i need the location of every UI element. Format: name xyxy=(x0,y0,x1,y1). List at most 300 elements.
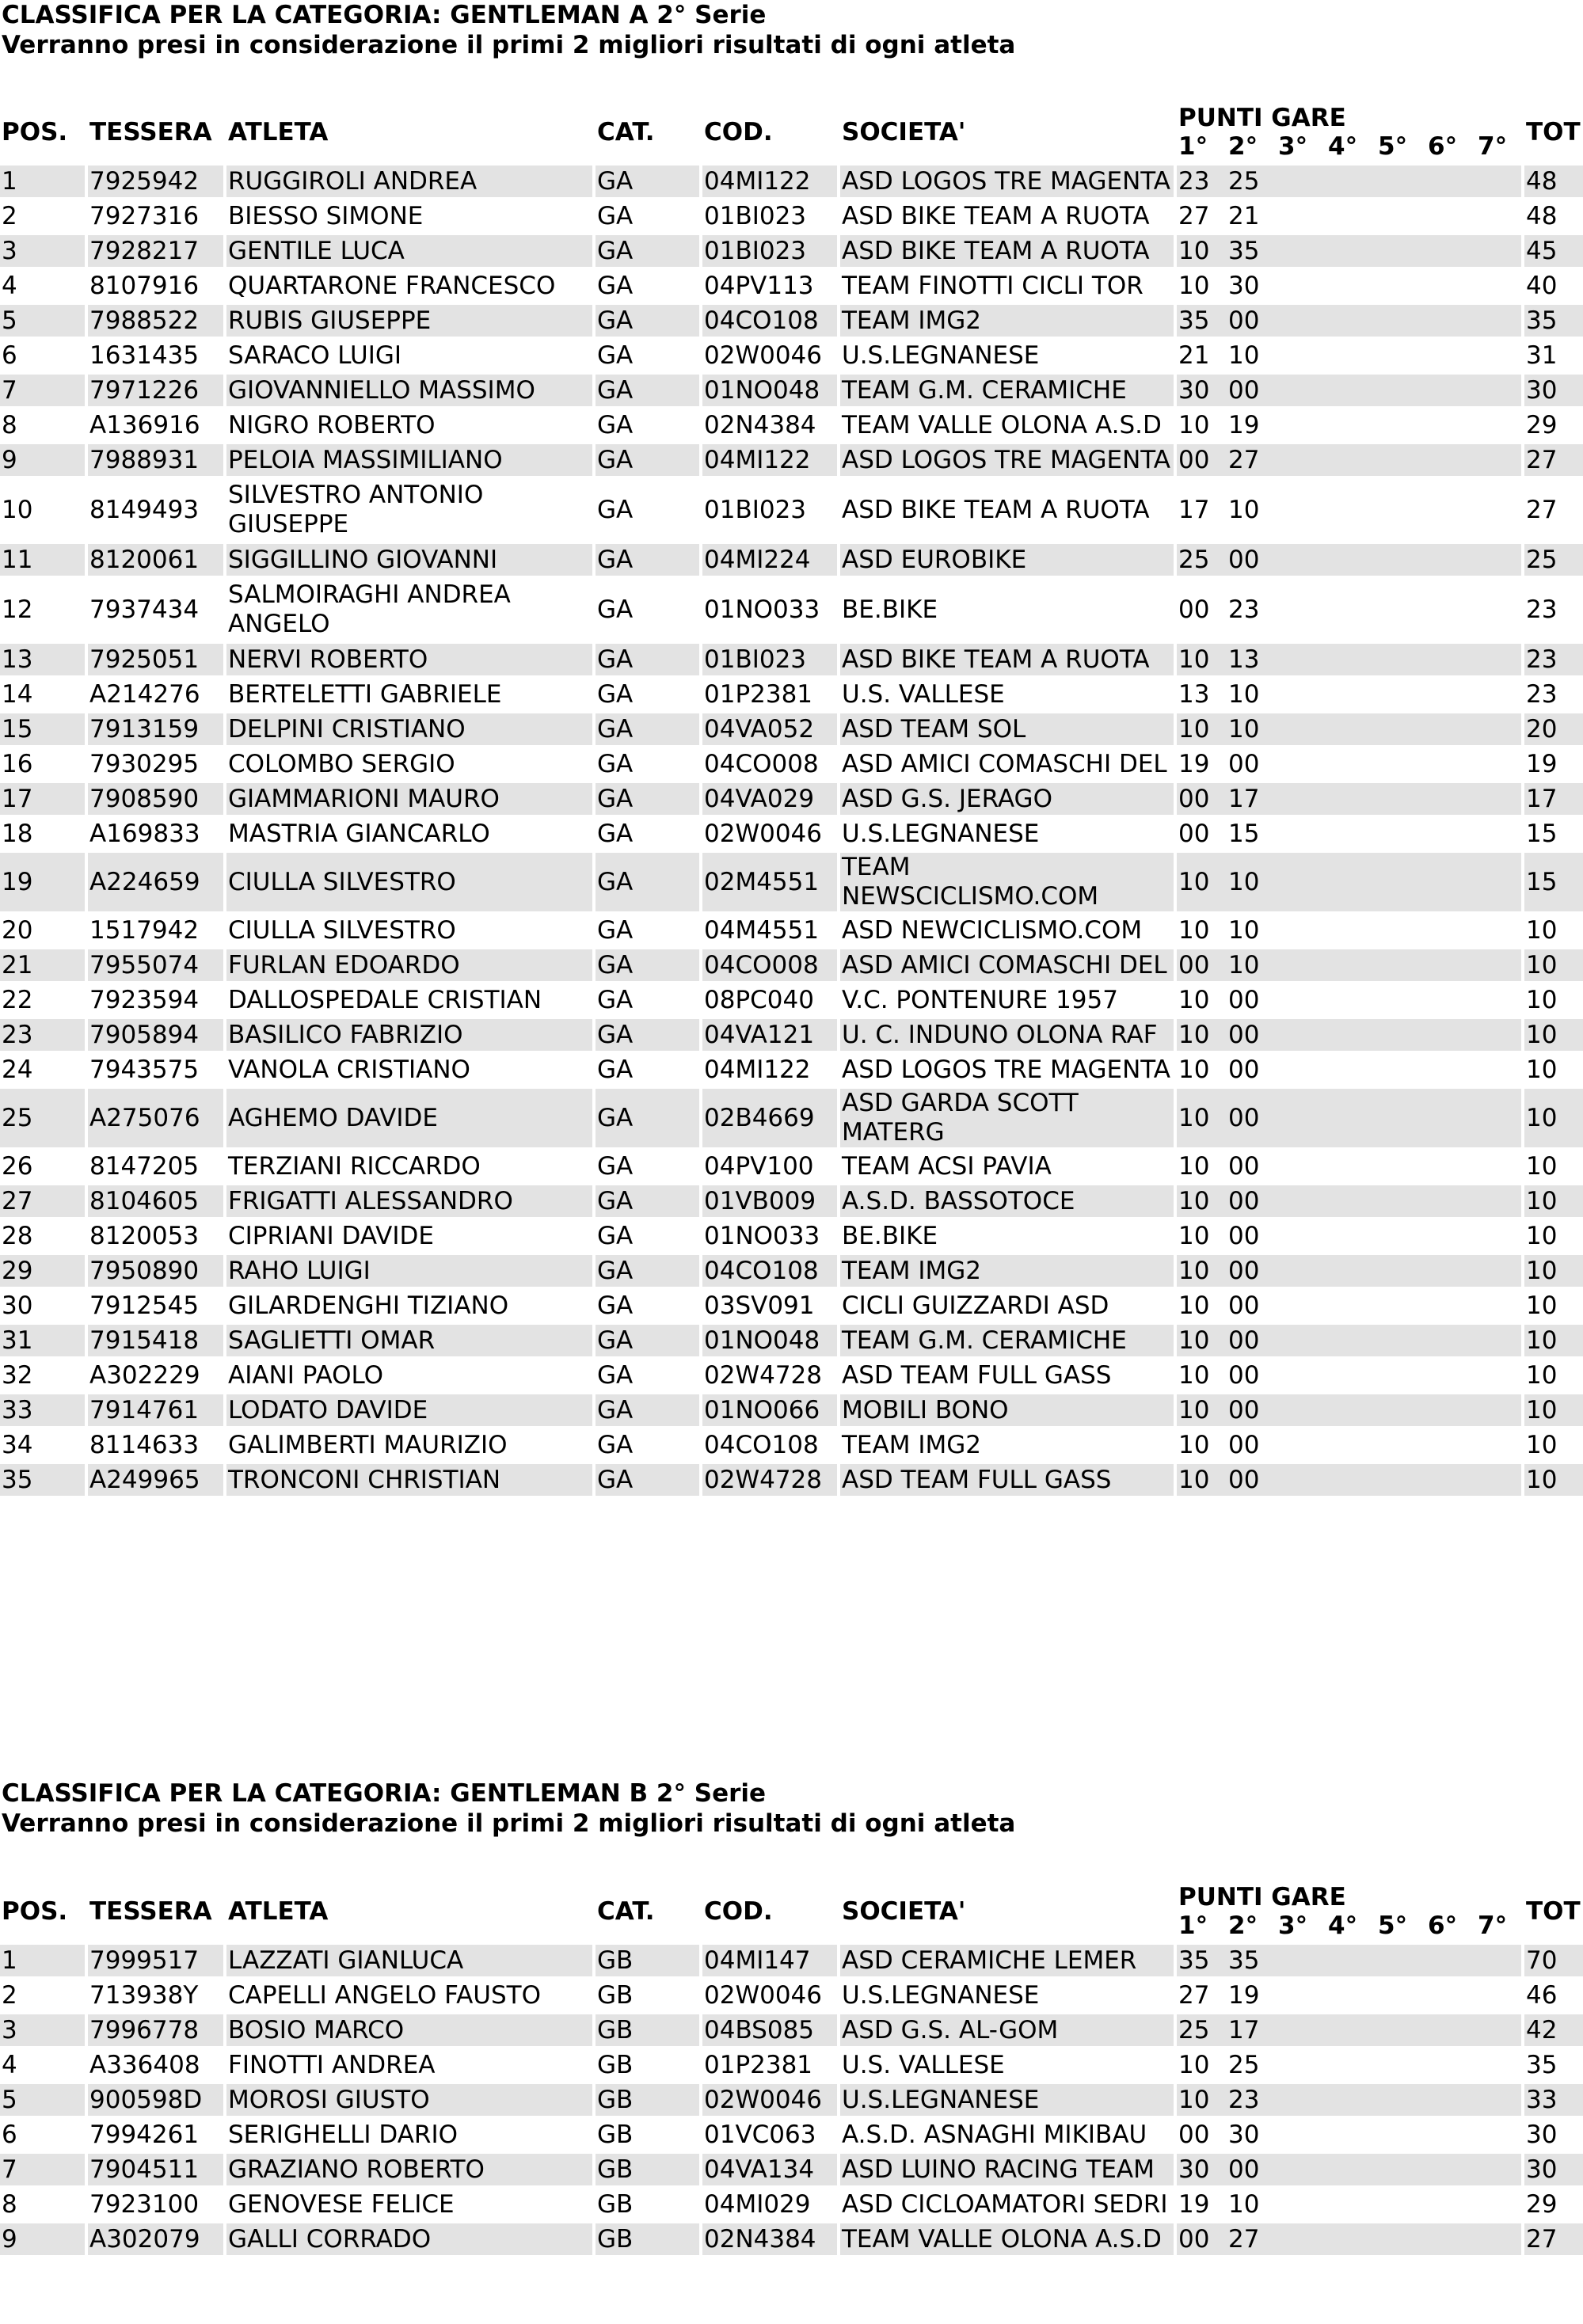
cell-societa: ASD TEAM FULL GASS xyxy=(840,1464,1174,1496)
cell-punti-gara-2: 00 xyxy=(1228,1291,1260,1320)
cell-atleta: AGHEMO DAVIDE xyxy=(226,1089,592,1147)
cell-societa: TEAM VALLE OLONA A.S.D xyxy=(840,2223,1174,2255)
cell-pos: 9 xyxy=(0,444,85,476)
cell-punti-gara-2: 23 xyxy=(1228,595,1260,624)
cell-cod: 02W0046 xyxy=(704,1980,822,2010)
gare-6-label: 6° xyxy=(1428,131,1458,161)
cell-societa: A.S.D. ASNAGHI MIKIBAU xyxy=(842,2120,1147,2149)
cell-pos: 6 xyxy=(2,340,17,370)
cell-tessera: 7971226 xyxy=(88,375,223,406)
cell-cat: GB xyxy=(597,1980,634,2010)
cell-pos: 8 xyxy=(2,2189,17,2219)
cell-atleta: RUBIS GIUSEPPE xyxy=(226,305,592,337)
cell-atleta: GALIMBERTI MAURIZIO xyxy=(228,1430,508,1459)
cell-cat: GA xyxy=(597,1151,634,1181)
cell-punti-gara-1: 27 xyxy=(1178,201,1210,230)
cell-societa: CICLI GUIZZARDI ASD xyxy=(842,1291,1109,1320)
cell-cat: GA xyxy=(597,819,634,848)
cell-tessera: 7999517 xyxy=(88,1945,223,1976)
cell-punti-gara-1: 10 xyxy=(1178,1103,1210,1132)
cell-societa: TEAM G.M. CERAMICHE xyxy=(840,375,1174,406)
table-row xyxy=(0,2223,1583,2255)
table-row xyxy=(0,1325,1583,1356)
cell-punti-gara-2: 35 xyxy=(1228,236,1260,265)
cell-punti-gara-2: 35 xyxy=(1228,1946,1260,1975)
cell-cod: 01NO033 xyxy=(704,1221,820,1250)
cell-cat: GA xyxy=(597,985,634,1014)
cell-cat: GA xyxy=(596,1464,699,1496)
cell-pos: 31 xyxy=(0,1325,85,1356)
cell-cod: 02W4728 xyxy=(704,1360,822,1390)
table-row xyxy=(0,544,1583,576)
cell-societa: ASD AMICI COMASCHI DEL xyxy=(842,749,1167,778)
cell-societa: TEAM FINOTTI CICLI TOR xyxy=(842,271,1143,300)
cell-punti-gara-2: 10 xyxy=(1228,950,1260,979)
cell-punti-gara-2: 13 xyxy=(1228,645,1260,674)
header-row xyxy=(0,102,1583,162)
cell-tessera: 7988931 xyxy=(88,444,223,476)
cell-punti-gara-2: 00 xyxy=(1228,1055,1260,1084)
cell-punti-gara-1: 10 xyxy=(1178,915,1210,945)
cell-societa: ASD GARDA SCOTT MATERG xyxy=(840,1089,1174,1147)
cell-atleta: FINOTTI ANDREA xyxy=(228,2050,436,2079)
cell-cod: 01NO033 xyxy=(704,595,820,624)
cell-pos: 8 xyxy=(2,410,17,439)
cell-punti xyxy=(1177,579,1521,641)
cell-punti-gara-1: 30 xyxy=(1178,2155,1210,2184)
cell-cod: 02N4384 xyxy=(702,2223,837,2255)
cell-atleta: MASTRIA GIANCARLO xyxy=(228,819,490,848)
cell-cod: 04BS085 xyxy=(702,2014,837,2046)
cell-tessera: 7996778 xyxy=(88,2014,223,2046)
cell-societa: ASD NEWCICLISMO.COM xyxy=(842,915,1143,945)
cell-tessera: 7927316 xyxy=(89,201,200,230)
cell-punti-gara-1: 10 xyxy=(1178,1430,1210,1459)
table-row xyxy=(0,2189,1583,2220)
cell-pos: 21 xyxy=(0,949,85,981)
cell-punti-gara-2: 23 xyxy=(1228,2085,1260,2114)
cell-tessera: 8114633 xyxy=(89,1430,200,1459)
cell-tessera: A302079 xyxy=(88,2223,223,2255)
cell-tot: 30 xyxy=(1524,375,1583,406)
cell-pos: 27 xyxy=(0,1185,85,1217)
cell-cat: GA xyxy=(596,1185,699,1217)
cell-tessera: A224659 xyxy=(88,853,223,911)
table-row xyxy=(0,1220,1583,1252)
cell-punti-gara-1: 10 xyxy=(1178,271,1210,300)
cell-punti xyxy=(1177,444,1521,476)
cell-punti-gara-2: 00 xyxy=(1228,985,1260,1014)
cell-societa: MOBILI BONO xyxy=(840,1394,1174,1426)
cell-atleta: GIOVANNIELLO MASSIMO xyxy=(226,375,592,406)
cell-punti xyxy=(1177,818,1521,850)
cell-tot: 10 xyxy=(1526,1291,1558,1320)
col-header-tessera: TESSERA xyxy=(89,1896,212,1926)
table-row xyxy=(0,270,1583,302)
cell-punti-gara-2: 00 xyxy=(1228,1103,1260,1132)
cell-pos: 18 xyxy=(2,819,33,848)
gare-numbers xyxy=(1178,132,1521,161)
table-row xyxy=(0,305,1583,337)
cell-cat: GB xyxy=(596,2084,699,2116)
cell-punti xyxy=(1177,544,1521,576)
cell-punti-gara-2: 00 xyxy=(1228,1221,1260,1250)
cell-cat: GA xyxy=(597,340,634,370)
cell-atleta: DELPINI CRISTIANO xyxy=(226,713,592,745)
cell-tot: 31 xyxy=(1526,340,1558,370)
col-header-cod: COD. xyxy=(704,117,773,146)
cell-cod: 01VB009 xyxy=(702,1185,837,1217)
gare-6-label: 6° xyxy=(1428,1911,1458,1940)
cell-punti-gara-1: 00 xyxy=(1178,950,1210,979)
cell-atleta: CAPELLI ANGELO FAUSTO xyxy=(228,1980,541,2010)
cell-tot: 33 xyxy=(1524,2084,1583,2116)
cell-pos: 3 xyxy=(0,2014,85,2046)
cell-cat: GA xyxy=(597,1360,634,1390)
cell-tessera: A136916 xyxy=(89,410,200,439)
table-row xyxy=(0,1360,1583,1391)
cell-punti-gara-1: 00 xyxy=(1178,445,1210,474)
cell-punti-gara-2: 10 xyxy=(1228,915,1260,945)
cell-cod: 04MI122 xyxy=(702,165,837,197)
cell-punti xyxy=(1177,853,1521,911)
cell-cat: GA xyxy=(597,749,634,778)
cell-tot: 10 xyxy=(1526,985,1558,1014)
cell-cat: GA xyxy=(596,544,699,576)
cell-tessera: 7930295 xyxy=(89,749,200,778)
cell-pos: 3 xyxy=(0,235,85,267)
table-row xyxy=(0,949,1583,981)
cell-punti-gara-2: 27 xyxy=(1228,2224,1260,2254)
table-row xyxy=(0,2084,1583,2116)
cell-punti-gara-2: 21 xyxy=(1228,201,1260,230)
cell-atleta: GIAMMARIONI MAURO xyxy=(226,783,592,815)
cell-cat: GA xyxy=(597,495,634,524)
cell-punti xyxy=(1177,1185,1521,1217)
cell-pos: 29 xyxy=(0,1255,85,1287)
col-header-punti-gare xyxy=(1177,102,1521,162)
cell-punti xyxy=(1177,1290,1521,1322)
cell-punti-gara-2: 19 xyxy=(1228,1980,1260,2010)
cell-punti-gara-1: 10 xyxy=(1178,1326,1210,1355)
cell-punti-gara-2: 00 xyxy=(1228,1020,1260,1049)
cell-cat: GA xyxy=(596,444,699,476)
cell-atleta: RAHO LUIGI xyxy=(226,1255,592,1287)
cell-punti-gara-1: 25 xyxy=(1178,545,1210,574)
cell-atleta: QUARTARONE FRANCESCO xyxy=(228,271,556,300)
cell-punti xyxy=(1177,1325,1521,1356)
gare-4-label: 4° xyxy=(1328,131,1358,161)
cell-societa: ASD CICLOAMATORI SEDRI xyxy=(842,2189,1168,2219)
cell-pos: 1 xyxy=(0,165,85,197)
cell-cod: 04CO008 xyxy=(702,949,837,981)
gare-7-label: 7° xyxy=(1478,131,1508,161)
cell-atleta: SIGGILLINO GIOVANNI xyxy=(226,544,592,576)
cell-atleta: CIULLA SILVESTRO xyxy=(228,915,456,945)
header-row xyxy=(0,1881,1583,1942)
cell-cat: GA xyxy=(596,949,699,981)
cell-tot: 10 xyxy=(1524,1019,1583,1051)
cell-cod: 04VA134 xyxy=(702,2154,837,2185)
section-gentleman-a xyxy=(0,0,1583,60)
col-header-punti-gare xyxy=(1177,1881,1521,1942)
table-row xyxy=(0,579,1583,641)
cell-punti-gara-1: 17 xyxy=(1178,495,1210,524)
cell-tot: 42 xyxy=(1524,2014,1583,2046)
table-row xyxy=(0,1054,1583,1086)
cell-societa: ASD BIKE TEAM A RUOTA xyxy=(842,201,1150,230)
gare-numbers xyxy=(1178,1911,1521,1940)
section-title: CLASSIFICA PER LA CATEGORIA: GENTLEMAN A 2° Serie xyxy=(2,1,767,29)
cell-punti-gara-1: 35 xyxy=(1178,306,1210,335)
cell-cod: 08PC040 xyxy=(704,985,814,1014)
cell-cod: 01P2381 xyxy=(704,2050,813,2079)
cell-atleta: COLOMBO SERGIO xyxy=(228,749,455,778)
cell-atleta: GENOVESE FELICE xyxy=(228,2189,455,2219)
cell-cat: GB xyxy=(597,2189,634,2219)
cell-punti-gara-1: 21 xyxy=(1178,340,1210,370)
cell-societa: ASD LOGOS TRE MAGENTA xyxy=(842,1055,1170,1084)
cell-cod: 02W0046 xyxy=(704,340,822,370)
cell-punti-gara-1: 10 xyxy=(1178,1465,1210,1494)
cell-cod: 02W4728 xyxy=(702,1464,837,1496)
cell-pos: 5 xyxy=(0,305,85,337)
cell-punti xyxy=(1177,2084,1521,2116)
cell-punti-gara-1: 30 xyxy=(1178,375,1210,405)
table-row xyxy=(0,818,1583,850)
cell-pos: 32 xyxy=(2,1360,33,1390)
cell-punti xyxy=(1177,1255,1521,1287)
cell-societa: U.S. VALLESE xyxy=(842,679,1005,709)
col-header-atleta: ATLETA xyxy=(228,1896,329,1926)
cell-punti xyxy=(1177,644,1521,675)
gare-3-label: 3° xyxy=(1278,131,1308,161)
section-subtitle: Verranno presi in considerazione il primi 2 migliori risultati di ogni atleta xyxy=(2,1809,1016,1838)
cell-tessera: 7913159 xyxy=(88,713,223,745)
cell-pos: 33 xyxy=(0,1394,85,1426)
cell-punti-gara-2: 00 xyxy=(1228,749,1260,778)
cell-cat: GB xyxy=(596,2014,699,2046)
cell-punti-gara-1: 10 xyxy=(1178,1055,1210,1084)
cell-pos: 17 xyxy=(0,783,85,815)
cell-cod: 04PV113 xyxy=(704,271,814,300)
cell-pos: 4 xyxy=(2,271,17,300)
cell-societa: ASD G.S. JERAGO xyxy=(840,783,1174,815)
cell-societa: ASD EUROBIKE xyxy=(840,544,1174,576)
cell-cod: 01BI023 xyxy=(702,644,837,675)
col-header-tessera: TESSERA xyxy=(89,117,212,146)
cell-cod: 01NO048 xyxy=(702,375,837,406)
cell-societa: U.S.LEGNANESE xyxy=(842,340,1040,370)
cell-pos: 4 xyxy=(2,2050,17,2079)
cell-punti xyxy=(1177,1360,1521,1391)
col-header-tot: TOT xyxy=(1526,1896,1581,1926)
cell-tessera: 7950890 xyxy=(88,1255,223,1287)
cell-cat: GA xyxy=(596,235,699,267)
ranking-table-gentleman-b xyxy=(0,1878,1583,2258)
table-row xyxy=(0,1945,1583,1976)
cell-tot: 23 xyxy=(1526,595,1558,624)
cell-tot: 27 xyxy=(1526,495,1558,524)
cell-punti-gara-1: 10 xyxy=(1178,1291,1210,1320)
cell-cat: GA xyxy=(597,1291,634,1320)
cell-punti-gara-2: 15 xyxy=(1228,819,1260,848)
cell-punti-gara-1: 00 xyxy=(1178,595,1210,624)
cell-cod: 02N4384 xyxy=(704,410,816,439)
cell-societa: ASD TEAM SOL xyxy=(840,713,1174,745)
cell-punti xyxy=(1177,748,1521,780)
table-row xyxy=(0,1290,1583,1322)
table-row xyxy=(0,1185,1583,1217)
cell-atleta: SALMOIRAGHI ANDREA ANGELO xyxy=(228,580,511,638)
gare-1-label: 1° xyxy=(1178,131,1208,161)
cell-tot: 10 xyxy=(1524,1089,1583,1147)
cell-societa: ASD G.S. AL-GOM xyxy=(840,2014,1174,2046)
cell-societa: ASD BIKE TEAM A RUOTA xyxy=(840,644,1174,675)
cell-punti xyxy=(1177,713,1521,745)
cell-punti-gara-1: 10 xyxy=(1178,867,1210,896)
table-row xyxy=(0,783,1583,815)
punti-gare-label: PUNTI GARE xyxy=(1178,103,1346,132)
cell-atleta: CIPRIANI DAVIDE xyxy=(228,1221,434,1250)
cell-atleta: NERVI ROBERTO xyxy=(226,644,592,675)
cell-tessera: 7955074 xyxy=(88,949,223,981)
table-row xyxy=(0,200,1583,232)
cell-punti xyxy=(1177,2014,1521,2046)
cell-atleta: NIGRO ROBERTO xyxy=(228,410,436,439)
cell-punti-gara-2: 19 xyxy=(1228,410,1260,439)
gare-3-label: 3° xyxy=(1278,1911,1308,1940)
table-row xyxy=(0,479,1583,541)
cell-pos: 26 xyxy=(2,1151,33,1181)
cell-atleta: BIESSO SIMONE xyxy=(228,201,424,230)
cell-societa: ASD LOGOS TRE MAGENTA xyxy=(840,444,1174,476)
cell-punti-gara-2: 27 xyxy=(1228,445,1260,474)
cell-punti xyxy=(1177,340,1521,371)
cell-tessera: 7923100 xyxy=(89,2189,200,2219)
table-row xyxy=(0,748,1583,780)
section-gentleman-b xyxy=(0,1778,1583,1839)
col-header-pos: POS. xyxy=(2,1896,68,1926)
table-row xyxy=(0,984,1583,1016)
table-row xyxy=(0,679,1583,710)
cell-punti-gara-2: 10 xyxy=(1228,679,1260,709)
cell-tot: 45 xyxy=(1524,235,1583,267)
cell-tot: 10 xyxy=(1526,915,1558,945)
cell-punti-gara-1: 19 xyxy=(1178,2189,1210,2219)
cell-atleta: SARACO LUIGI xyxy=(228,340,402,370)
cell-punti xyxy=(1177,984,1521,1016)
cell-cod: 01BI023 xyxy=(704,201,807,230)
cell-punti-gara-2: 10 xyxy=(1228,340,1260,370)
cell-punti-gara-2: 10 xyxy=(1228,495,1260,524)
cell-punti-gara-1: 25 xyxy=(1178,2015,1210,2044)
cell-cod: 01VC063 xyxy=(704,2120,816,2149)
cell-cod: 02B4669 xyxy=(702,1089,837,1147)
cell-punti xyxy=(1177,2189,1521,2220)
cell-punti-gara-1: 13 xyxy=(1178,679,1210,709)
cell-tessera: 1631435 xyxy=(89,340,200,370)
cell-tot: 48 xyxy=(1524,165,1583,197)
cell-tessera: 7915418 xyxy=(88,1325,223,1356)
cell-societa: BE.BIKE xyxy=(842,1221,938,1250)
cell-societa: U.S.LEGNANESE xyxy=(842,1980,1040,2010)
cell-tot: 10 xyxy=(1524,949,1583,981)
cell-cat: GA xyxy=(596,1325,699,1356)
cell-punti xyxy=(1177,2049,1521,2081)
cell-punti xyxy=(1177,1220,1521,1252)
cell-tot: 27 xyxy=(1524,444,1583,476)
col-header-tot: TOT xyxy=(1526,117,1581,146)
gare-4-label: 4° xyxy=(1328,1911,1358,1940)
cell-cat: GA xyxy=(596,305,699,337)
cell-cod: 02M4551 xyxy=(702,853,837,911)
cell-tot: 30 xyxy=(1524,2154,1583,2185)
cell-societa: BE.BIKE xyxy=(842,595,938,624)
cell-punti-gara-1: 10 xyxy=(1178,645,1210,674)
cell-atleta: BASILICO FABRIZIO xyxy=(226,1019,592,1051)
cell-cat: GB xyxy=(596,2223,699,2255)
table-row xyxy=(0,375,1583,406)
col-header-atleta: ATLETA xyxy=(228,117,329,146)
punti-gare-label: PUNTI GARE xyxy=(1178,1882,1346,1911)
cell-punti xyxy=(1177,2154,1521,2185)
cell-pos: 30 xyxy=(2,1291,33,1320)
table-row xyxy=(0,1089,1583,1147)
cell-tot: 46 xyxy=(1526,1980,1558,2010)
table-row xyxy=(0,340,1583,371)
cell-societa: TEAM NEWSCICLISMO.COM xyxy=(840,853,1174,911)
cell-pos: 9 xyxy=(0,2223,85,2255)
cell-tot: 35 xyxy=(1526,2050,1558,2079)
cell-atleta: GILARDENGHI TIZIANO xyxy=(228,1291,509,1320)
table-row xyxy=(0,2014,1583,2046)
cell-cat: GA xyxy=(596,853,699,911)
cell-societa: ASD LUINO RACING TEAM xyxy=(840,2154,1174,2185)
cell-tessera: 8104605 xyxy=(88,1185,223,1217)
cell-punti-gara-2: 17 xyxy=(1228,784,1260,813)
cell-tot: 10 xyxy=(1526,1221,1558,1250)
cell-punti-gara-1: 10 xyxy=(1178,714,1210,744)
cell-tot: 40 xyxy=(1526,271,1558,300)
cell-cod: 04VA052 xyxy=(702,713,837,745)
cell-cat: GA xyxy=(597,1221,634,1250)
cell-tessera: 7937434 xyxy=(89,595,200,624)
cell-atleta: BERTELETTI GABRIELE xyxy=(228,679,502,709)
cell-societa: ASD TEAM FULL GASS xyxy=(842,1360,1112,1390)
gare-7-label: 7° xyxy=(1478,1911,1508,1940)
cell-atleta: PELOIA MASSIMILIANO xyxy=(226,444,592,476)
cell-societa: TEAM IMG2 xyxy=(840,305,1174,337)
cell-tessera: 7994261 xyxy=(89,2120,200,2149)
cell-societa: TEAM G.M. CERAMICHE xyxy=(840,1325,1174,1356)
gare-5-label: 5° xyxy=(1378,1911,1408,1940)
cell-punti-gara-1: 00 xyxy=(1178,2224,1210,2254)
cell-punti-gara-2: 00 xyxy=(1228,1395,1260,1424)
cell-tot: 10 xyxy=(1524,1325,1583,1356)
col-header-societa: SOCIETA' xyxy=(842,1896,966,1926)
cell-tot: 10 xyxy=(1526,1055,1558,1084)
cell-societa: TEAM VALLE OLONA A.S.D xyxy=(842,410,1162,439)
cell-tot: 19 xyxy=(1526,749,1558,778)
cell-atleta: SAGLIETTI OMAR xyxy=(226,1325,592,1356)
cell-tot: 10 xyxy=(1526,1151,1558,1181)
cell-pos: 10 xyxy=(2,495,33,524)
cell-pos: 13 xyxy=(0,644,85,675)
cell-atleta: VANOLA CRISTIANO xyxy=(228,1055,470,1084)
cell-societa: ASD BIKE TEAM A RUOTA xyxy=(840,235,1174,267)
cell-punti-gara-2: 00 xyxy=(1228,1360,1260,1390)
